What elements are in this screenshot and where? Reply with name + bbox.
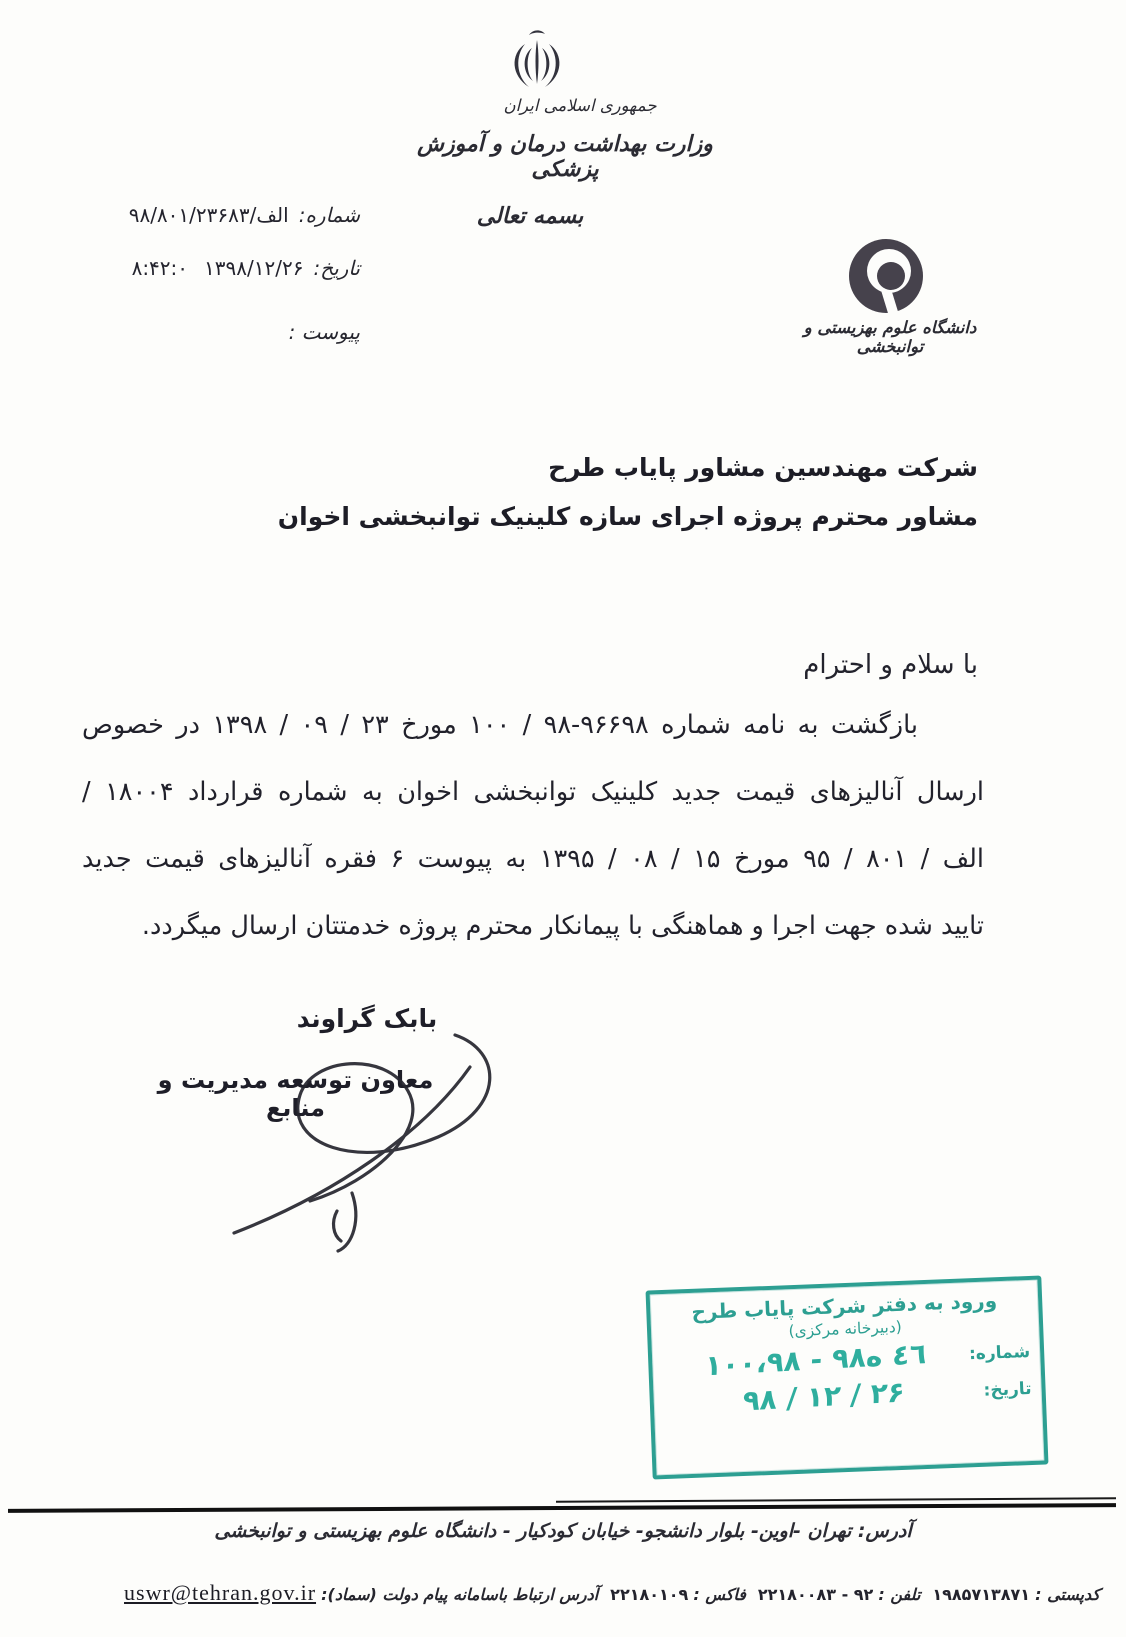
fax-label: فاکس : — [693, 1585, 746, 1604]
iran-national-emblem-icon — [505, 28, 569, 94]
fax-value: ۲۲۱۸۰۱۰۹ — [610, 1585, 689, 1604]
republic-title: جمهوری اسلامی ایران — [503, 96, 657, 115]
letter-date-row — [68, 256, 360, 280]
letter-attachment-row — [68, 320, 360, 344]
footer-rule-thin — [556, 1497, 1116, 1502]
university-name: دانشگاه علوم بهزیستی و توانبخشی — [803, 318, 977, 356]
stamp-date-handwritten: ۹۸ / ۱۲ / ۲۶ — [742, 1375, 906, 1418]
samad-label: آدرس ارتباط باسامانه پیام دولت (سماد): — [321, 1585, 599, 1604]
body-line-3: الف / ۸۰۱ / ۹۵ مورخ ۱۵ / ۰۸ / ۱۳۹۵ به پیوست ۶ فقره آنالیزهای قیمت جدید — [82, 844, 985, 874]
stamp-number-handwritten: ۱۰۰،۹۸ - ۹۸٤٦ ه — [704, 1336, 928, 1383]
phone-label: تلفن : — [878, 1585, 921, 1604]
signatory-title: معاون توسعه مدیریت و منابع — [157, 1066, 434, 1122]
footer-rule — [8, 1503, 1116, 1513]
handwritten-signature — [170, 995, 530, 1265]
letter-body — [82, 692, 984, 960]
postal-code-item — [932, 1585, 1100, 1604]
university-logo-icon — [845, 238, 927, 318]
postal-code-label: کدپستی : — [1035, 1585, 1100, 1604]
body-line-1: بازگشت به نامه شماره ۹۶۶۹۸-۹۸ / ۱۰۰ مورخ ۲۳ / ۰۹ / ۱۳۹۸ در خصوص — [82, 710, 918, 740]
footer-address: آدرس: تهران -اوین- بلوار دانشجو- خیابان کودکیار - دانشگاه علوم بهزیستی و توانبخشی — [214, 1520, 912, 1542]
salutation: با سلام و احترام — [803, 650, 978, 680]
postal-code-value: ۱۹۸۵۷۱۳۸۷۱ — [932, 1585, 1031, 1604]
samad-item — [124, 1580, 598, 1606]
entry-stamp — [646, 1275, 1049, 1479]
letter-time-value: ۸:۴۲:۰ — [131, 256, 189, 280]
fax-item — [610, 1585, 746, 1604]
stamp-title: ورود به دفتر شرکت پایاب طرح — [691, 1288, 998, 1324]
letter-number-row — [68, 203, 360, 227]
recipient-block — [278, 443, 978, 541]
body-line-4: تایید شده جهت اجرا و هماهنگی با پیمانکار محترم پروژه خدمتتان ارسال میگردد. — [141, 911, 984, 941]
stamp-date-label: تاریخ: — [983, 1378, 1032, 1401]
footer-contact-row — [124, 1580, 1100, 1606]
letter-number-label: شماره: — [298, 203, 360, 227]
letter-date-value: ۱۳۹۸/۱۲/۲۶ — [204, 256, 304, 280]
signatory-name: بابک گراوند — [296, 1004, 438, 1033]
phone-value: ۹۲ - ۲۲۱۸۰۰۸۳ — [757, 1585, 874, 1604]
recipient-role: مشاور محترم پروژه اجرای سازه کلینیک توانبخشی اخوان — [277, 502, 978, 531]
letter-attachment-label: پیوست : — [288, 320, 360, 344]
email-address: uswr@tehran.gov.ir — [124, 1580, 317, 1605]
besmellah-line: بسمه تعالی — [476, 204, 584, 229]
body-line-2: ارسال آنالیزهای قیمت جدید کلینیک توانبخشی اخوان به شماره قرارداد ۱۸۰۰۴ / — [82, 777, 984, 807]
stamp-secretariat: (دبیرخانه مرکزی) — [788, 1317, 903, 1341]
stamp-number-label: شماره: — [968, 1341, 1031, 1364]
recipient-company: شرکت مهندسین مشاور پایاب طرح — [548, 453, 978, 482]
letter-number-value: ۹۸/۸۰۱/الف/۲۳۶۸۳ — [128, 203, 289, 227]
ministry-title: وزارت بهداشت درمان و آموزش پزشکی — [417, 132, 713, 182]
phone-item — [758, 1585, 921, 1604]
letter-date-label: تاریخ: — [313, 256, 360, 280]
